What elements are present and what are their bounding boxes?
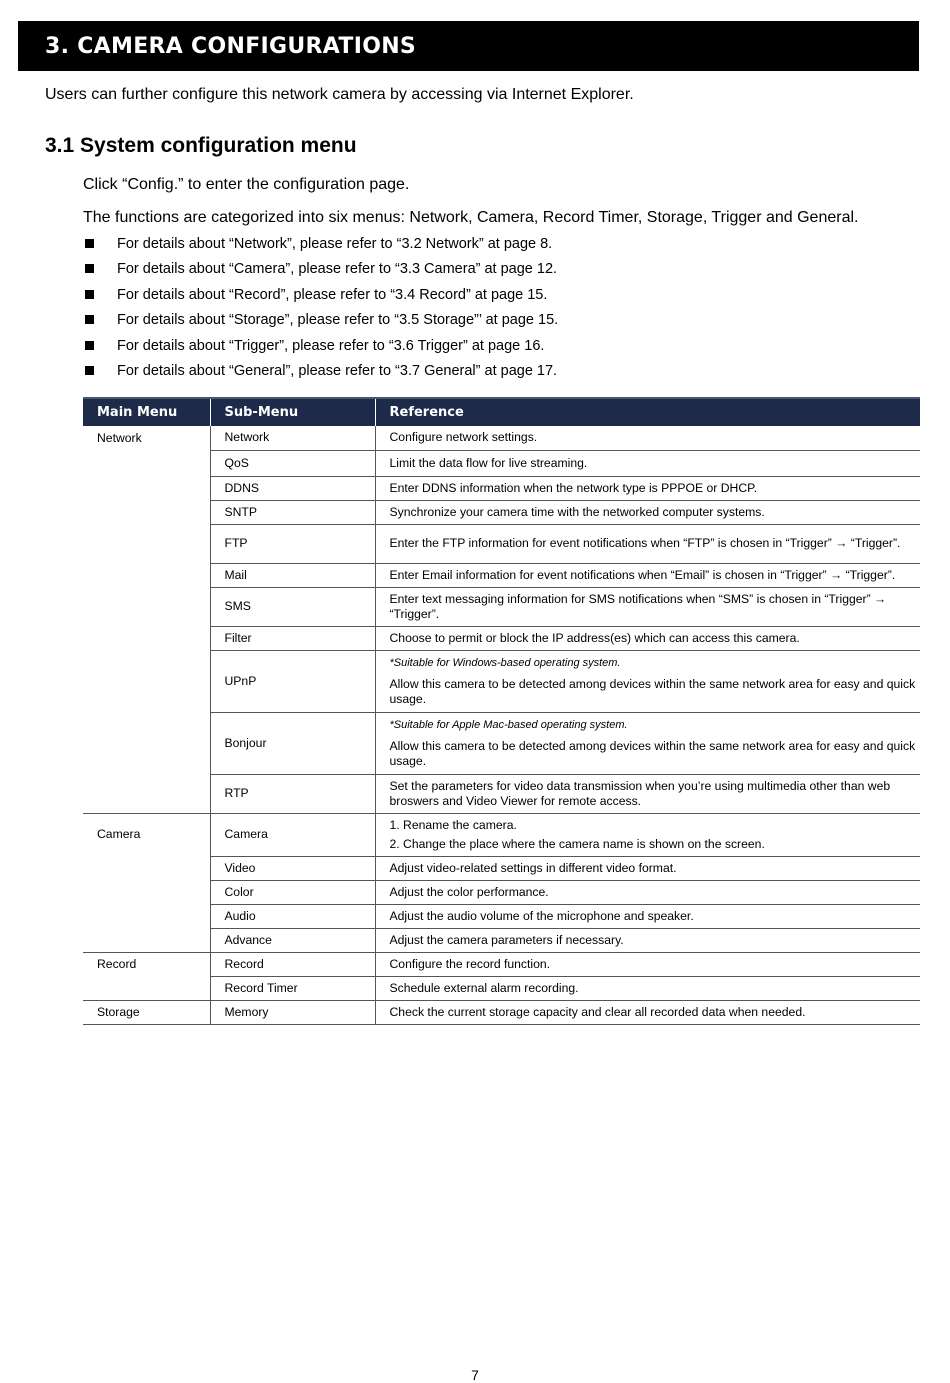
- list-item: [83, 283, 558, 308]
- reference-cell: Set the parameters for video data transmission when you’re using multimedia other than web broswers and Video Viewer for remote access.: [375, 774, 920, 813]
- table-row: [83, 904, 920, 928]
- main-menu-cell: [83, 774, 210, 813]
- reference-cell: Adjust the audio volume of the microphone and speaker.: [375, 904, 920, 928]
- sub-menu-cell: Record Timer: [210, 976, 375, 1000]
- table-row: [83, 587, 920, 626]
- sub-menu-cell: Record: [210, 952, 375, 976]
- subsection-title: 3.1 System configuration menu: [45, 134, 357, 157]
- sub-menu-cell: Color: [210, 880, 375, 904]
- list-item: [83, 334, 558, 359]
- sub-menu-cell: UPnP: [210, 650, 375, 712]
- sub-menu-cell: FTP: [210, 524, 375, 563]
- table-row: [83, 626, 920, 650]
- sub-menu-cell: Advance: [210, 928, 375, 952]
- sub-menu-cell: Bonjour: [210, 712, 375, 774]
- main-menu-cell: [83, 880, 210, 904]
- bullet-text: For details about “Camera”, please refer to “3.3 Camera” at page 12.: [117, 261, 558, 278]
- main-menu-cell: Storage: [83, 1000, 210, 1024]
- sub-menu-cell: Camera: [210, 813, 375, 856]
- reference-cell: Check the current storage capacity and clear all recorded data when needed.: [375, 1000, 920, 1024]
- page-number: 7: [471, 1367, 479, 1383]
- reference-cell: [375, 650, 920, 712]
- reference-cell: Adjust video-related settings in different video format.: [375, 856, 920, 880]
- table-row: [83, 774, 920, 813]
- os-note: *Suitable for Windows-based operating system.: [389, 656, 621, 669]
- table-row: [83, 563, 920, 587]
- reference-cell: Enter text messaging information for SMS notifications when “SMS” is chosen in “Trigger” → “Trigger”.: [375, 587, 920, 626]
- square-bullet-icon: [85, 239, 94, 248]
- sub-menu-cell: Audio: [210, 904, 375, 928]
- reference-cell: Schedule external alarm recording.: [375, 976, 920, 1000]
- sub-menu-cell: Filter: [210, 626, 375, 650]
- main-menu-cell: [83, 524, 210, 563]
- table-row: [83, 450, 920, 476]
- header-sub-menu: Sub-Menu: [210, 398, 375, 426]
- main-menu-cell: Record: [97, 956, 137, 971]
- reference-cell: Configure network settings.: [375, 426, 920, 450]
- main-menu-cell: [83, 928, 210, 952]
- table-row: [83, 476, 920, 500]
- main-menu-cell: [83, 626, 210, 650]
- sub-menu-cell: RTP: [210, 774, 375, 813]
- bullet-text: For details about “General”, please refer to “3.7 General” at page 17.: [117, 362, 558, 379]
- sub-menu-cell: Memory: [210, 1000, 375, 1024]
- bullet-text: For details about “Record”, please refer to “3.4 Record” at page 15.: [117, 286, 548, 303]
- reference-text: Allow this camera to be detected among devices within the same network area for easy and quick usage.: [389, 738, 916, 768]
- table-row: [83, 813, 920, 856]
- table-row: [83, 524, 920, 563]
- square-bullet-icon: [85, 290, 94, 299]
- main-menu-cell: [83, 500, 210, 524]
- list-item: [83, 308, 558, 333]
- reference-cell: [375, 813, 920, 856]
- reference-line: 2. Change the place where the camera name is shown on the screen.: [389, 836, 765, 851]
- reference-text: Allow this camera to be detected among devices within the same network area for easy and quick usage.: [389, 676, 916, 706]
- main-menu-cell: [83, 450, 210, 476]
- table-row: [83, 856, 920, 880]
- bullet-text: For details about “Network”, please refer to “3.2 Network” at page 8.: [117, 236, 553, 252]
- sub-menu-cell: SNTP: [210, 500, 375, 524]
- table-header-row: [83, 398, 920, 426]
- reference-cell: Synchronize your camera time with the networked computer systems.: [375, 500, 920, 524]
- sub-menu-cell: Network: [210, 426, 375, 450]
- intro-text: Users can further configure this network camera by accessing via Internet Explorer.: [45, 86, 634, 103]
- sub-menu-cell: QoS: [210, 450, 375, 476]
- table-row: [83, 928, 920, 952]
- reference-cell: Choose to permit or block the IP address(es) which can access this camera.: [375, 626, 920, 650]
- list-item: [83, 232, 558, 257]
- table-row: [83, 880, 920, 904]
- table-row: [83, 500, 920, 524]
- table-row: [83, 650, 920, 712]
- main-menu-cell: [83, 976, 210, 1000]
- reference-cell: Limit the data flow for live streaming.: [375, 450, 920, 476]
- list-item: [83, 257, 558, 282]
- reference-bullet-list: [83, 232, 558, 384]
- summary-text: The functions are categorized into six menus: Network, Camera, Record Timer, Storage, Trigger and General.: [83, 209, 859, 226]
- bullet-text: For details about “Storage”, please refer to “3.5 Storage”’ at page 15.: [117, 312, 559, 329]
- main-menu-cell: [83, 904, 210, 928]
- os-note: *Suitable for Apple Mac-based operating system.: [389, 718, 628, 731]
- reference-cell: Enter DDNS information when the network type is PPPOE or DHCP.: [375, 476, 920, 500]
- table-row: [83, 976, 920, 1000]
- main-menu-cell: [83, 476, 210, 500]
- main-menu-cell: [83, 856, 210, 880]
- section-title-banner: 3. CAMERA CONFIGURATIONS: [18, 21, 919, 71]
- table-row: [83, 952, 920, 976]
- table-row: [83, 1000, 920, 1024]
- reference-line: 1. Rename the camera.: [389, 817, 517, 832]
- square-bullet-icon: [85, 366, 94, 375]
- square-bullet-icon: [85, 315, 94, 324]
- square-bullet-icon: [85, 264, 94, 273]
- reference-cell: Enter the FTP information for event notifications when “FTP” is chosen in “Trigger” → “Trigger”.: [375, 524, 920, 563]
- reference-cell: [375, 712, 920, 774]
- sub-menu-cell: Video: [210, 856, 375, 880]
- config-menu-table: [83, 397, 920, 1025]
- reference-cell: Adjust the camera parameters if necessary.: [375, 928, 920, 952]
- header-reference: Reference: [375, 398, 920, 426]
- main-menu-cell: [83, 587, 210, 626]
- main-menu-cell: [83, 650, 210, 712]
- main-menu-cell: Network: [97, 430, 142, 445]
- header-main-menu: Main Menu: [83, 398, 210, 426]
- sub-menu-cell: Mail: [210, 563, 375, 587]
- main-menu-cell: [83, 563, 210, 587]
- reference-cell: Adjust the color performance.: [375, 880, 920, 904]
- main-menu-cell: [83, 712, 210, 774]
- main-menu-cell: Camera: [97, 827, 141, 842]
- table-row: [83, 426, 920, 450]
- sub-menu-cell: SMS: [210, 587, 375, 626]
- instruction-text: Click “Config.” to enter the configuration page.: [83, 176, 410, 193]
- reference-cell: Enter Email information for event notifications when “Email” is chosen in “Trigger” → “Trigger”.: [375, 563, 920, 587]
- reference-cell: Configure the record function.: [375, 952, 920, 976]
- square-bullet-icon: [85, 341, 94, 350]
- table-row: [83, 712, 920, 774]
- sub-menu-cell: DDNS: [210, 476, 375, 500]
- bullet-text: For details about “Trigger”, please refer to “3.6 Trigger” at page 16.: [117, 337, 545, 354]
- list-item: [83, 359, 558, 384]
